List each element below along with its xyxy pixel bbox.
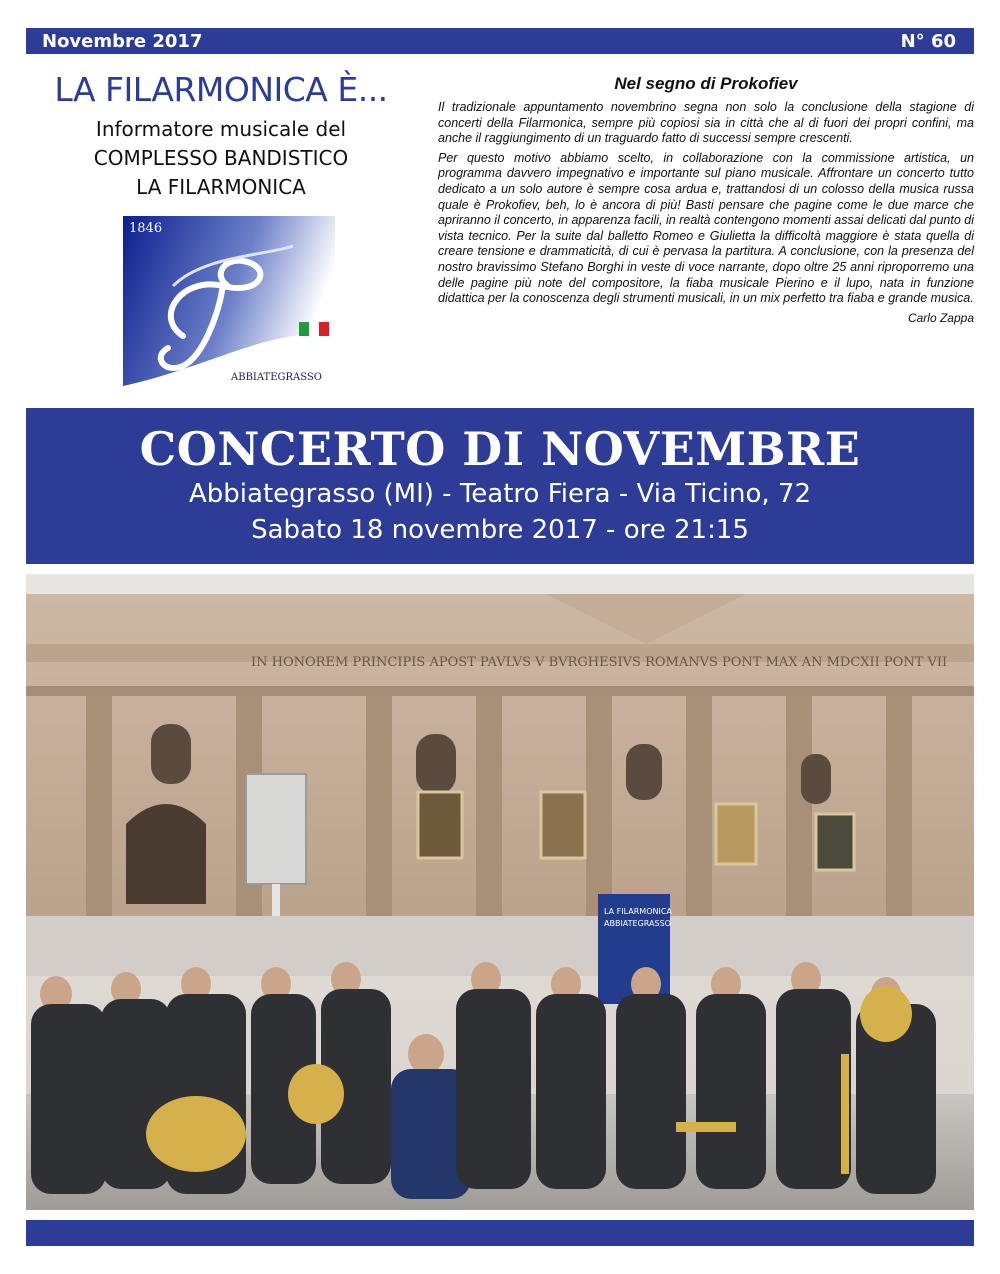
article-title: Nel segno di Prokofiev bbox=[614, 74, 798, 93]
article-paragraph: Per questo motivo abbiamo scelto, in collaborazione con la commissione artistica, un programma davvero impegnativo e importante sul piano musicale. Affrontare un concerto tutto dedicato a un solo autore è sempre cosa ardua e, trattandosi di un colosso della musica russa quale è Prokofiev, beh, lo è ancora di più! Basti pensare che pagine come le due marce che apriranno il concerto, in apparenza facili, in realtà contengono momenti assai delicati dal punto di vista tecnico. Per la suite dal balletto Romeo e Giulietta la difficoltà maggiore è stata quella di creare tensione e drammaticità, di cui è pervasa la partitura. A conclusione, con la presenza del nostro bravissimo Stefano Borghi in veste di voce narrante, dopo oltre 25 anni riproporremo una delle pagine più note del compositore, la fiaba musicale Pierino e il lupo, nata in funzione didattica per la conoscenza degli strumenti musicali, in un mix perfetto tra fiaba e grande musica. bbox=[438, 150, 974, 306]
svg-text:ABBIATEGRASSO: ABBIATEGRASSO bbox=[604, 919, 671, 928]
editorial-article bbox=[438, 70, 974, 325]
logo-town: ABBIATEGRASSO bbox=[231, 372, 322, 383]
concert-datetime: Sabato 18 novembre 2017 - ore 21:15 bbox=[251, 515, 749, 545]
footer-bar bbox=[26, 1220, 974, 1246]
logo-year: 1846 bbox=[129, 221, 163, 236]
issue-month: Novembre 2017 bbox=[42, 30, 203, 52]
article-author: Carlo Zappa bbox=[907, 310, 974, 325]
facade-arch bbox=[126, 804, 206, 904]
newsletter-subtitle: Informatore musicale del bbox=[95, 117, 347, 141]
organization-line-2: LA FILARMONICA bbox=[136, 175, 306, 199]
concert-title: CONCERTO DI NOVEMBRE bbox=[139, 422, 861, 476]
concert-location: Abbiategrasso (MI) - Teatro Fiera - Via Ticino, 72 bbox=[189, 479, 811, 509]
issue-number: N° 60 bbox=[900, 30, 956, 52]
concert-banner bbox=[26, 408, 974, 564]
newsletter-title: LA FILARMONICA È... bbox=[54, 70, 388, 109]
loudspeaker bbox=[246, 774, 306, 884]
article-paragraph: Il tradizionale appuntamento novembrino segna non solo la conclusione della stagione di concerti della Filarmonica, sempre più copiosi sia in città che al di fuori dei propri confini, ma anche il raggiungimento di un traguardo fatto di successi sempre crescenti. bbox=[438, 100, 974, 146]
facade-inscription: IN HONOREM PRINCIPIS APOST PAVLVS V BVRGHESIVS ROMANVS PONT MAX AN MDCXII PONT VII bbox=[251, 655, 948, 670]
masthead bbox=[26, 64, 416, 202]
organization-line-1: COMPLESSO BANDISTICO bbox=[93, 146, 349, 170]
italian-flag-icon bbox=[299, 322, 309, 336]
svg-text:LA FILARMONICA: LA FILARMONICA bbox=[604, 907, 672, 916]
band-group-photo bbox=[26, 574, 974, 1210]
issue-header-bar bbox=[26, 28, 974, 54]
band-logo bbox=[123, 216, 335, 386]
